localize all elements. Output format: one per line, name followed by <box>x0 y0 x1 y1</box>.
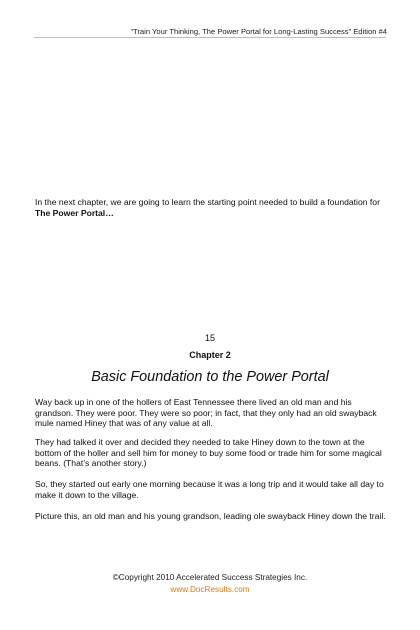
chapter-title: Basic Foundation to the Power Portal <box>91 369 329 385</box>
body-paragraph-1: Way back up in one of the hollers of East Tennessee there lived an old man and his grandson. They were poor. They were so poor; in fact, that they only had an old swayback mule named Hiney that was of any value at all. <box>35 397 377 429</box>
copyright-notice: ©Copyright 2010 Accelerated Success Strategies Inc. <box>112 573 308 582</box>
intro-text: In the next chapter, we are going to learn the starting point needed to build a foundation for <box>35 197 380 207</box>
intro-bold-text: The Power Portal… <box>35 207 114 218</box>
website-link[interactable]: www.DocResults.com <box>170 585 250 594</box>
page-number: 15 <box>204 333 215 343</box>
running-header: “Train Your Thinking, The Power Portal for Long-Lasting Success” Edition #4 <box>130 27 387 36</box>
chapter-label: Chapter 2 <box>189 350 231 360</box>
header-divider <box>34 37 386 38</box>
body-paragraph-3: So, they started out early one morning because it was a long trip and it would take all day to make it down to the village. <box>35 479 384 500</box>
body-paragraph-2: They had talked it over and decided they needed to take Hiney down to the town at the bottom of the holler and sell him for money to buy some food or trade him for some magical beans. (That’s another story.) <box>35 437 382 469</box>
body-paragraph-4: Picture this, an old man and his young grandson, leading ole swayback Hiney down the trail. <box>35 511 386 521</box>
intro-paragraph <box>35 197 387 218</box>
